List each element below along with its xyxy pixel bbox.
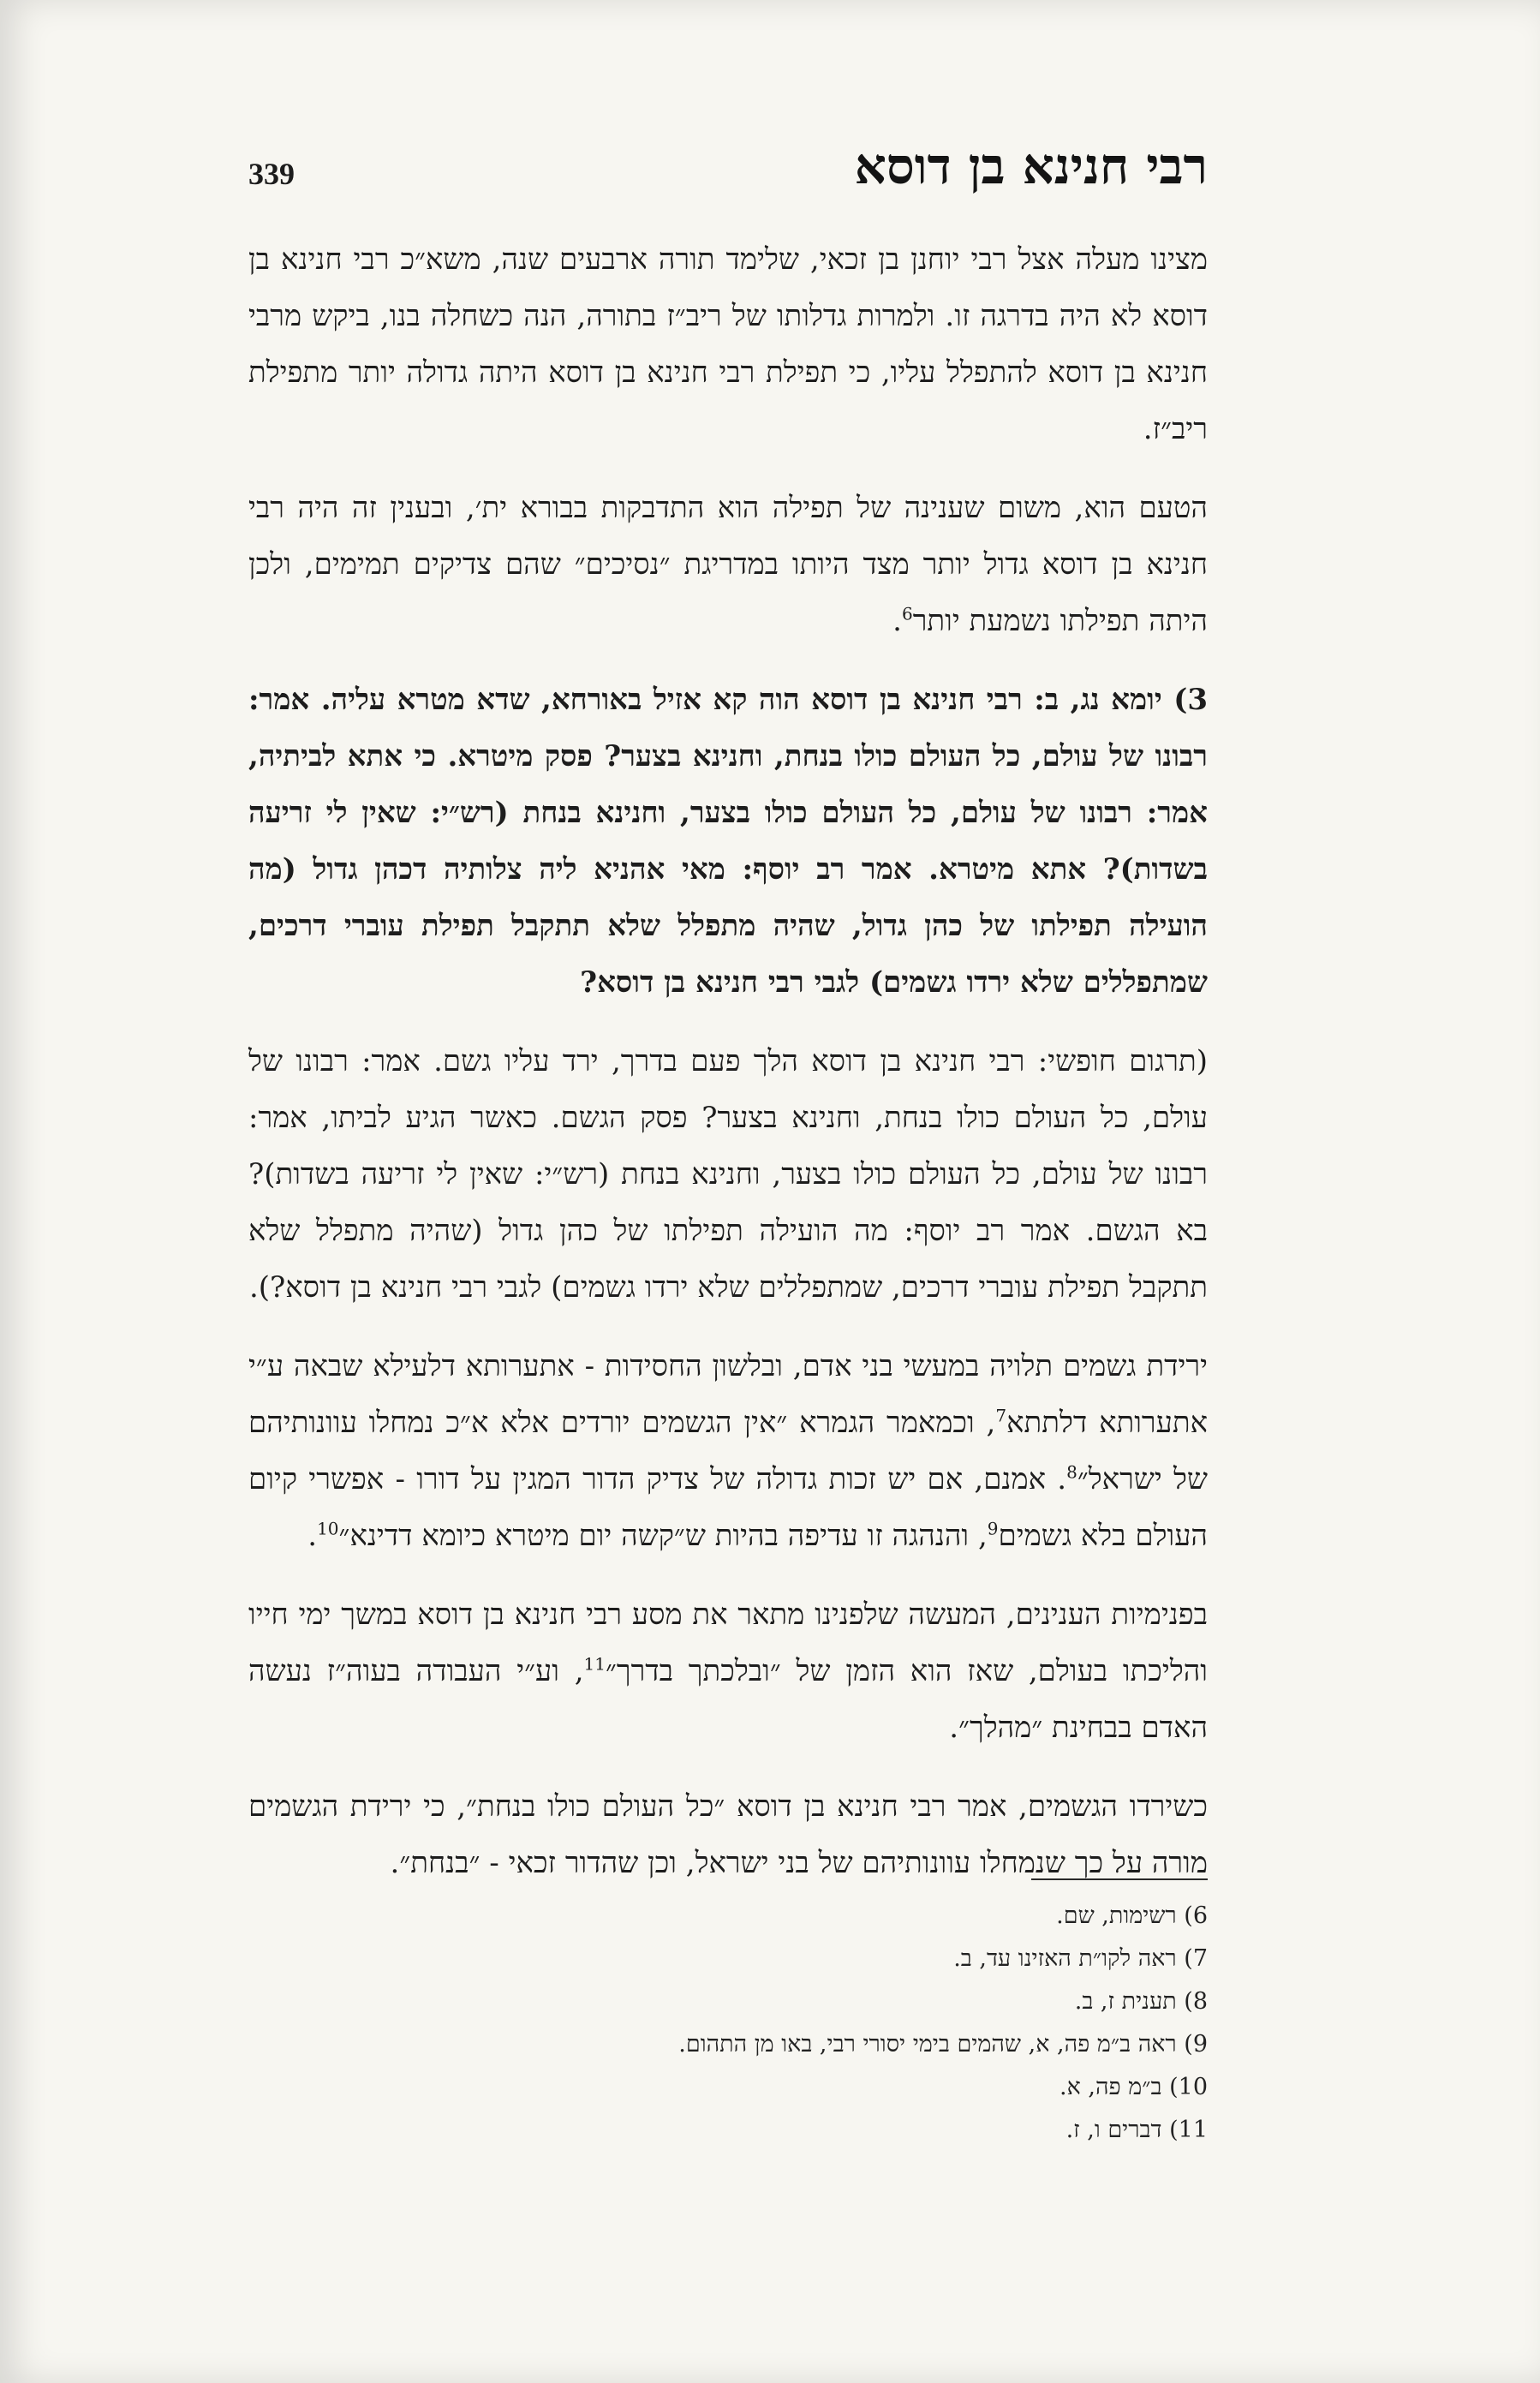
paragraph-text-mid: . אמנם, אם יש זכות גדולה של צדיק הדור המגין על דורו - אפשרי קיום העולם בלא גשמים: [248, 1462, 1208, 1553]
paragraph-text: 3) יומא נג, ב: רבי חנינא בן דוסא הוה קא אזיל באורחא, שדא מטרא עליה. אמר: רבונו של עולם, כל העולם כולו בנחת, וחנינא בצער? פסק מיטרא. כי אתא לביתיה, אמר: רבונו של עולם, כל העולם כולו בצער, וחנינא בנחת (רש״י: שאין לי זריעה בשדות)? אתא מיטרא. אמר רב יוסף: מאי אהניא ליה צלותיה דכהן גדול (מה הועילה תפילתו של כהן גדול, שהיה מתפלל שלא תתקבל תפילת עוברי דרכים, שמתפללים שלא ירדו גשמים) לגבי רבי חנינא בן דוסא?: [248, 683, 1209, 1000]
footnote-item: 11) דברים ו, ז.: [1065, 2117, 1208, 2143]
paragraph-2: [248, 480, 1208, 649]
paragraph-text: (תרגום חופשי: רבי חנינא בן דוסא הלך פעם בדרך, ירד עליו גשם. אמר: רבונו של עולם, כל העולם כולו בנחת, וחנינא בצער? פסק הגשם. כאשר הגיע לביתו, אמר: רבונו של עולם, כל העולם כולו בצער, וחנינא בנחת (רש״י: שאין לי זריעה בשדות)? בא הגשם. אמר רב יוסף: מה הועילה תפילתו של כהן גדול (שהיה מתפלל שלא תתקבל תפילת עוברי דרכים, שמתפללים שלא ירדו גשמים) לגבי רבי חנינא בן דוסא?).: [248, 1044, 1208, 1305]
paragraph-6: [248, 1586, 1208, 1756]
paragraph-text-end: .: [892, 604, 902, 638]
footnote-ref: 10: [317, 1518, 339, 1539]
footnote-ref: 11: [583, 1653, 606, 1675]
paragraph-text-end: , וע״י העבודה בעוה״ז נעשה האדם בבחינת ״מהלך״.: [248, 1654, 1208, 1745]
footnote-ref: 8: [1066, 1461, 1077, 1483]
paragraph-7: [248, 1778, 1208, 1891]
page-header: [248, 137, 1208, 206]
page-number: 339: [248, 157, 295, 191]
paragraph-source-quote: [248, 672, 1208, 1011]
paragraph-text-mid: , וכמאמר הגמרא ״אין הגשמים יורדים אלא א״כ נמחלו עוונותיהם של ישראל״: [248, 1406, 1208, 1496]
footnote-item: 7) ראה לקו״ת האזינו עד, ב.: [953, 1945, 1208, 1972]
paragraph-text-end: .: [307, 1519, 318, 1553]
paragraph-1: [248, 231, 1208, 457]
running-title: רבי חנינא בן דוסא: [854, 137, 1208, 195]
footnote-item: 6) רשימות, שם.: [1056, 1902, 1208, 1929]
footnote-item: 8) תענית ז, ב.: [1074, 1988, 1208, 2015]
paragraph-text: כשירדו הגשמים, אמר רבי חנינא בן דוסא ״כל העולם כולו בנחת״, כי ירידת הגשמים מורה על כך שנמחלו עוונותיהם של בני ישראל, וכן שהדור זכאי - ״בנחת״.: [248, 1789, 1208, 1880]
footnote-ref: 7: [995, 1405, 1007, 1426]
paragraph-text-mid: , והנהגה זו עדיפה בהיות ש״קשה יום מיטרא כיומא דדינא״: [338, 1519, 988, 1553]
paragraph-5: [248, 1338, 1208, 1564]
paragraph-translation: [248, 1033, 1208, 1316]
main-text: [248, 231, 1208, 1914]
paragraph-text: בפנימיות הענינים, המעשה שלפנינו מתאר את מסע רבי חנינא בן דוסא במשך ימי חייו והליכתו בעולם, שאז הוא הזמן של ״ובלכתך בדרך״: [248, 1598, 1208, 1688]
footnotes: [248, 1895, 1208, 2152]
footnote-ref: 9: [987, 1518, 999, 1539]
paragraph-text: ירידת גשמים תלויה במעשי בני אדם, ובלשון החסידות - אתערותא דלעילא שבאה ע״י אתערותא דלתתא: [248, 1349, 1208, 1440]
paragraph-text: הטעם הוא, משום שענינה של תפילה הוא התדבקות בבורא ית׳, ובענין זה היה רבי חנינא בן דוסא גדול יותר מצד היותו במדריגת ״נסיכים״ שהם צדיקים תמימים, ולכן היתה תפילתו נשמעת יותר: [248, 491, 1208, 638]
paragraph-text: מצינו מעלה אצל רבי יוחנן בן זכאי, שלימד תורה ארבעים שנה, משא״כ רבי חנינא בן דוסא לא היה בדרגה זו. ולמרות גדלותו של ריב״ז בתורה, הנה כשחלה בנו, ביקש מרבי חנינא בן דוסא להתפלל עליו, כי תפילת רבי חנינא בן דוסא היתה גדולה יותר מתפילת ריב״ז.: [248, 242, 1208, 446]
footnote-ref: 6: [901, 603, 913, 624]
footnote-item: 10) ב״מ פה, א.: [1059, 2074, 1208, 2100]
footnote-item: 9) ראה ב״מ פה, א, שהמים בימי יסורי רבי, באו מן התהום.: [678, 2031, 1208, 2058]
footnote-divider: [1031, 1878, 1208, 1880]
